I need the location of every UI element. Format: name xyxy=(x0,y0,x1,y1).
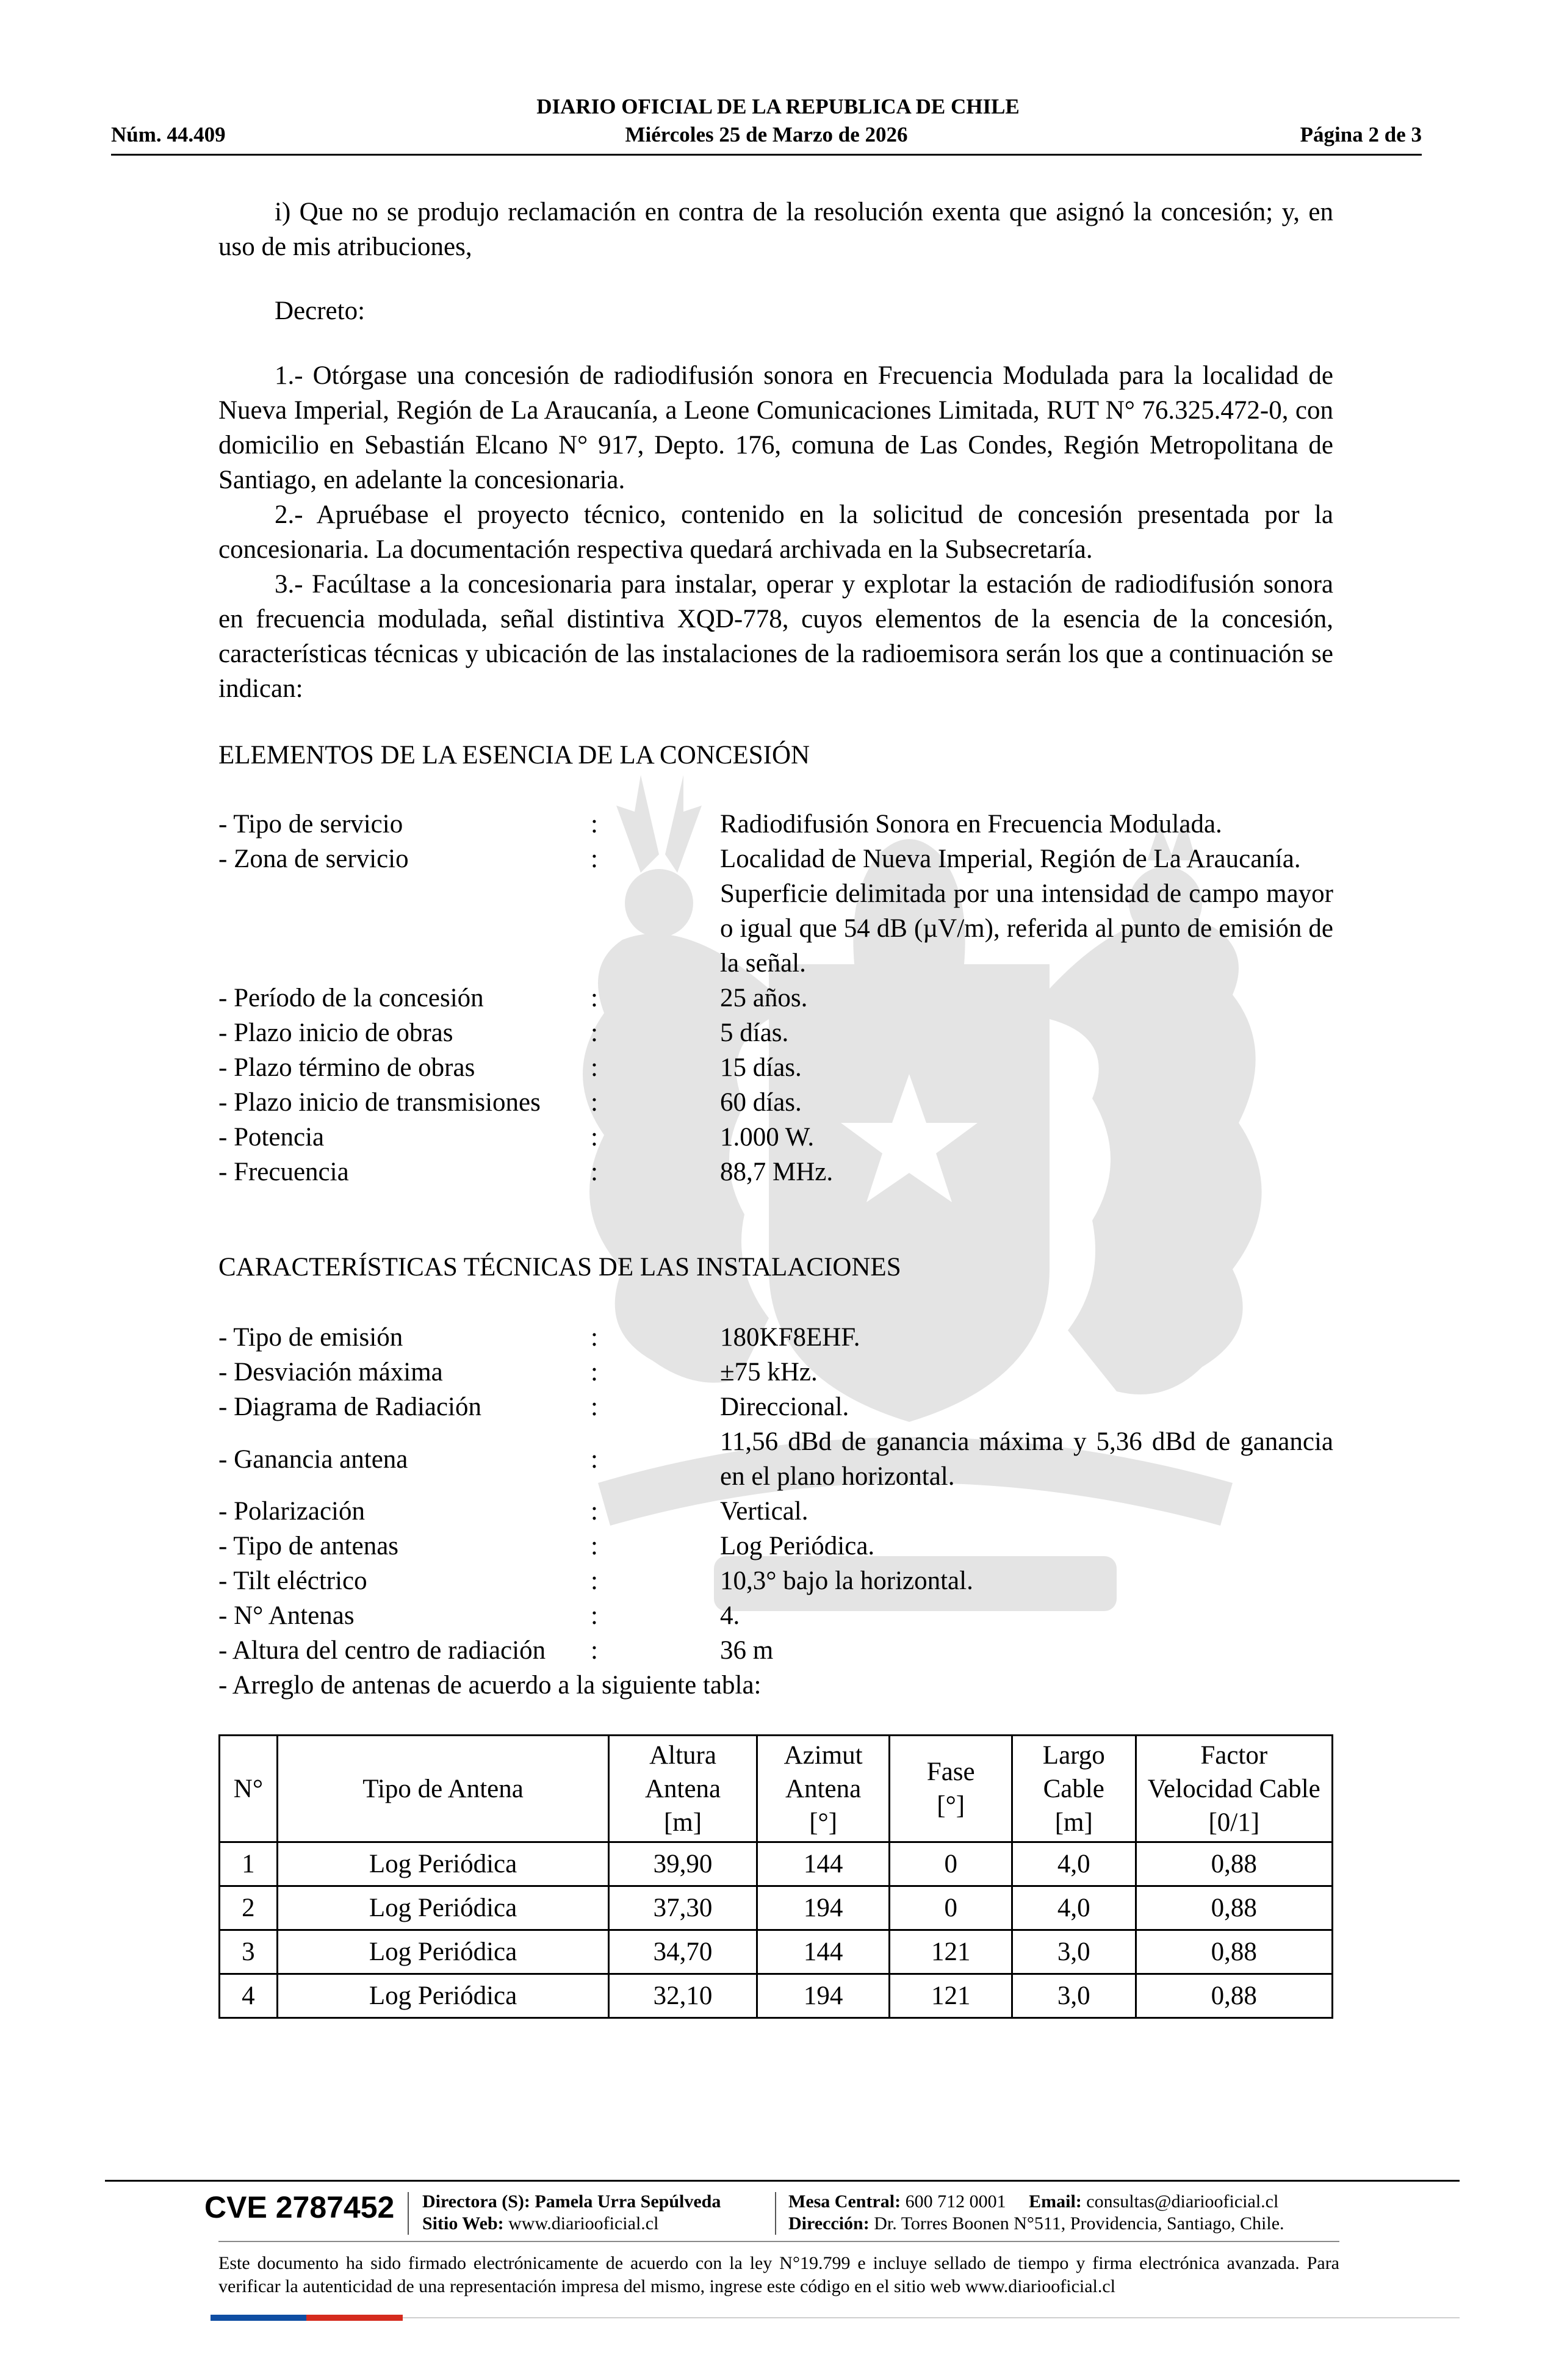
spec-label: - N° Antenas xyxy=(218,1601,355,1630)
email-link[interactable]: consultas@diariooficial.cl xyxy=(1086,2191,1279,2212)
spec-value-line: Localidad de Nueva Imperial, Región de La Araucanía. xyxy=(720,845,1301,873)
antenna-table xyxy=(218,1734,1333,2019)
table-cell: 0,88 xyxy=(1136,1930,1332,1974)
footer-sitio-line xyxy=(422,2213,721,2235)
footer-separator xyxy=(775,2192,776,2235)
footer-separator xyxy=(408,2192,409,2235)
footer-directora-line xyxy=(422,2191,721,2213)
spec-value: ±75 kHz. xyxy=(720,1358,818,1387)
esencia-heading: ELEMENTOS DE LA ESENCIA DE LA CONCESIÓN xyxy=(218,741,810,770)
spec-colon: : xyxy=(591,1497,598,1526)
spec-colon: : xyxy=(591,984,598,1012)
col-header-altura xyxy=(609,1736,757,1842)
table-cell: 3 xyxy=(220,1930,278,1974)
direccion-value: Dr. Torres Boonen N°511, Providencia, Santiago, Chile. xyxy=(874,2213,1284,2234)
footer-mid-divider xyxy=(218,2241,1339,2242)
table-header-row xyxy=(220,1736,1333,1842)
header-line: Azimut xyxy=(783,1740,863,1770)
header-line: Fase xyxy=(926,1758,975,1786)
spec-colon: : xyxy=(591,1444,598,1474)
spec-colon: : xyxy=(591,810,598,838)
spec-value: 60 días. xyxy=(720,1088,802,1117)
table-cell: 4,0 xyxy=(1012,1886,1136,1930)
spec-row xyxy=(218,1390,1333,1424)
header-line: [°] xyxy=(809,1808,838,1837)
table-row xyxy=(220,1930,1333,1974)
header-line: Velocidad Cable xyxy=(1147,1774,1320,1803)
table-row xyxy=(220,1842,1333,1886)
table-cell: 34,70 xyxy=(609,1930,757,1974)
issue-number: Núm. 44.409 xyxy=(111,123,226,146)
table-cell: 194 xyxy=(757,1974,890,2018)
table-cell: 39,90 xyxy=(609,1842,757,1886)
spec-value: 180KF8EHF. xyxy=(720,1323,860,1352)
spec-colon: : xyxy=(591,1636,598,1665)
table-cell: 32,10 xyxy=(609,1974,757,2018)
spec-value: Direccional. xyxy=(720,1393,849,1421)
col-header-n xyxy=(220,1736,278,1842)
flag-stripe-red xyxy=(306,2315,403,2321)
header-line: [°] xyxy=(937,1791,965,1820)
spec-label: - Tipo de antenas xyxy=(218,1532,399,1560)
spec-value: 15 días. xyxy=(720,1053,802,1082)
spec-row xyxy=(218,1668,1333,1703)
table-cell: 144 xyxy=(757,1842,890,1886)
table-cell: Log Periódica xyxy=(277,1974,608,2018)
articles-block xyxy=(218,358,1333,706)
spec-label: - Polarización xyxy=(218,1497,365,1526)
tecnicas-heading: CARACTERÍSTICAS TÉCNICAS DE LAS INSTALACIONES xyxy=(218,1253,901,1282)
spec-colon: : xyxy=(591,1358,598,1387)
esencia-list xyxy=(218,807,1333,1189)
spec-label: - Desviación máxima xyxy=(218,1358,443,1387)
spec-value: 5 días. xyxy=(720,1019,789,1047)
issue-date: Miércoles 25 de Marzo de 2026 xyxy=(625,123,908,146)
spec-label: - Tipo de emisión xyxy=(218,1323,403,1352)
directora-label: Directora (S): xyxy=(422,2191,530,2212)
spec-label: - Ganancia antena xyxy=(218,1444,408,1474)
spec-colon: : xyxy=(591,1158,598,1186)
spec-colon: : xyxy=(591,1393,598,1421)
spec-value xyxy=(720,842,1333,981)
table-cell: 121 xyxy=(890,1974,1012,2018)
spec-value: 4. xyxy=(720,1601,740,1630)
article-3: 3.- Facúltase a la concesionaria para instalar, operar y explotar la estación de radiodifusión sonora en frecuencia modulada, señal distintiva XQD-778, cuyos elementos de la esencia de la concesión, características técnicas y ubicación de las instalaciones de la radioemisora serán los que a continuación se indican: xyxy=(218,570,1333,703)
article-2: 2.- Apruébase el proyecto técnico, contenido en la solicitud de concesión presentada por la concesionaria. La documentación respectiva quedará archivada en la Subsecretaría. xyxy=(218,500,1333,564)
table-row xyxy=(220,1974,1333,2018)
footer-signature-note: Este documento ha sido firmado electrónicamente de acuerdo con la ley N°19.799 e incluye sellado de tiempo y firma electrónica avanzada. Para verificar la autenticidad de una representación impresa del mismo, ingrese este código en el sitio web www.diariooficial.cl xyxy=(218,2253,1339,2296)
intro-block xyxy=(218,195,1333,264)
spec-row xyxy=(218,1633,1333,1668)
arreglo-line: - Arreglo de antenas de acuerdo a la siguiente tabla: xyxy=(218,1671,762,1700)
spec-row xyxy=(218,1155,1333,1189)
table-row xyxy=(220,1886,1333,1930)
spec-row xyxy=(218,1320,1333,1355)
spec-colon: : xyxy=(591,845,598,873)
table-cell: 0,88 xyxy=(1136,1886,1332,1930)
page-number: Página 2 de 3 xyxy=(1300,123,1422,146)
table-cell: Log Periódica xyxy=(277,1930,608,1974)
spec-label: - Tipo de servicio xyxy=(218,810,403,838)
spec-label: - Altura del centro de radiación xyxy=(218,1636,546,1665)
spec-value: 1.000 W. xyxy=(720,1123,815,1152)
spec-row xyxy=(218,1424,1333,1494)
footer-direccion-line xyxy=(788,2213,1284,2235)
sitio-link[interactable]: www.diariooficial.cl xyxy=(508,2213,659,2234)
table-cell: 144 xyxy=(757,1930,890,1974)
footer-contact-block xyxy=(788,2191,1284,2235)
spec-value: Log Periódica. xyxy=(720,1532,875,1560)
cve-code: CVE 2787452 xyxy=(204,2190,395,2224)
spec-colon: : xyxy=(591,1323,598,1352)
table-cell: 37,30 xyxy=(609,1886,757,1930)
table-cell: 2 xyxy=(220,1886,278,1930)
paragraph-item-i: i) Que no se produjo reclamación en contra de la resolución exenta que asignó la concesión; y, en uso de mis atribuciones, xyxy=(218,198,1333,261)
header-line: [m] xyxy=(1054,1808,1093,1837)
spec-row xyxy=(218,842,1333,981)
footer-mesa-line xyxy=(788,2191,1284,2213)
directora-name: Pamela Urra Sepúlveda xyxy=(535,2191,721,2212)
decreto-block xyxy=(218,294,1333,328)
spec-colon: : xyxy=(591,1088,598,1117)
spec-value: 25 años. xyxy=(720,984,808,1012)
header-line: Antena xyxy=(785,1774,862,1803)
table-cell: 3,0 xyxy=(1012,1930,1136,1974)
spec-row xyxy=(218,1494,1333,1529)
spec-label: - Potencia xyxy=(218,1123,325,1152)
spec-colon: : xyxy=(591,1567,598,1595)
header-line: Cable xyxy=(1043,1774,1104,1803)
flag-stripe xyxy=(211,2315,403,2321)
header-divider xyxy=(111,154,1422,156)
spec-colon: : xyxy=(591,1123,598,1152)
spec-value: 36 m xyxy=(720,1636,774,1665)
spec-colon: : xyxy=(591,1019,598,1047)
spec-label: - Plazo término de obras xyxy=(218,1053,475,1082)
spec-row xyxy=(218,1015,1333,1050)
decreto-heading: Decreto: xyxy=(275,297,366,325)
newspaper-title: DIARIO OFICIAL DE LA REPUBLICA DE CHILE xyxy=(536,95,1020,118)
table-cell: 0,88 xyxy=(1136,1842,1332,1886)
col-header-largo xyxy=(1012,1736,1136,1842)
footer-directora-block xyxy=(422,2191,721,2235)
direccion-label: Dirección: xyxy=(788,2213,870,2234)
header-line: Factor xyxy=(1200,1740,1268,1770)
table-cell: 194 xyxy=(757,1886,890,1930)
spec-row xyxy=(218,1598,1333,1633)
table-cell: 1 xyxy=(220,1842,278,1886)
spec-value: Radiodifusión Sonora en Frecuencia Modulada. xyxy=(720,810,1222,838)
spec-label: - Diagrama de Radiación xyxy=(218,1393,482,1421)
spec-colon: : xyxy=(591,1601,598,1630)
table-cell: Log Periódica xyxy=(277,1886,608,1930)
header-row xyxy=(111,122,1422,148)
col-header-azimut xyxy=(757,1736,890,1842)
mesa-label: Mesa Central: xyxy=(788,2191,901,2212)
spec-row xyxy=(218,1085,1333,1120)
table-cell: 4 xyxy=(220,1974,278,2018)
spec-value-line: Superficie delimitada por una intensidad de campo mayor o igual que 54 dB (µV/m), referida al punto de emisión de la señal. xyxy=(720,879,1333,978)
spec-value: 88,7 MHz. xyxy=(720,1158,834,1186)
spec-label: - Tilt eléctrico xyxy=(218,1567,367,1595)
spec-row xyxy=(218,1120,1333,1155)
table-cell: 4,0 xyxy=(1012,1842,1136,1886)
spec-colon: : xyxy=(591,1053,598,1082)
spec-label: - Frecuencia xyxy=(218,1158,349,1186)
article-1: 1.- Otórgase una concesión de radiodifusión sonora en Frecuencia Modulada para la localidad de Nueva Imperial, Región de La Araucanía, a Leone Comunicaciones Limitada, RUT N° 76.325.472-0, con domicilio en Sebastián Elcano N° 917, Depto. 176, comuna de Las Condes, Región Metropolitana de Santiago, en adelante la concesionaria. xyxy=(218,361,1333,494)
mesa-value: 600 712 0001 xyxy=(905,2191,1006,2212)
spec-row xyxy=(218,1355,1333,1390)
header-line: Antena xyxy=(644,1774,721,1803)
spec-value: 10,3° bajo la horizontal. xyxy=(720,1567,973,1595)
col-header-fase xyxy=(890,1736,1012,1842)
spec-colon: : xyxy=(591,1532,598,1560)
spec-label: - Período de la concesión xyxy=(218,984,484,1012)
spec-row xyxy=(218,807,1333,842)
col-header-tipo xyxy=(277,1736,608,1842)
table-cell: 0 xyxy=(890,1886,1012,1930)
header-line: Tipo de Antena xyxy=(362,1774,524,1803)
spec-label: - Plazo inicio de obras xyxy=(218,1019,453,1047)
table-cell: Log Periódica xyxy=(277,1842,608,1886)
spec-value: Vertical. xyxy=(720,1497,809,1526)
header-line: [m] xyxy=(663,1808,702,1837)
flag-stripe-blue xyxy=(211,2315,306,2321)
header-line: N° xyxy=(233,1774,264,1803)
header-line: [0/1] xyxy=(1208,1808,1260,1837)
table-cell: 0 xyxy=(890,1842,1012,1886)
table-cell: 121 xyxy=(890,1930,1012,1974)
header-line: Largo xyxy=(1042,1740,1105,1770)
tecnicas-list xyxy=(218,1320,1333,1703)
spec-row xyxy=(218,1563,1333,1598)
spec-row xyxy=(218,981,1333,1015)
table-cell: 0,88 xyxy=(1136,1974,1332,2018)
sitio-label: Sitio Web: xyxy=(422,2213,504,2234)
col-header-factor xyxy=(1136,1736,1332,1842)
table-cell: 3,0 xyxy=(1012,1974,1136,2018)
header-line: Altura xyxy=(649,1740,716,1770)
spec-row xyxy=(218,1050,1333,1085)
spec-row xyxy=(218,1529,1333,1563)
spec-value: 11,56 dBd de ganancia máxima y 5,36 dBd de ganancia en el plano horizontal. xyxy=(720,1427,1333,1491)
spec-label: - Plazo inicio de transmisiones xyxy=(218,1088,541,1117)
spec-label: - Zona de servicio xyxy=(218,845,409,873)
footer-top-divider xyxy=(105,2180,1460,2182)
email-label: Email: xyxy=(1029,2191,1082,2212)
